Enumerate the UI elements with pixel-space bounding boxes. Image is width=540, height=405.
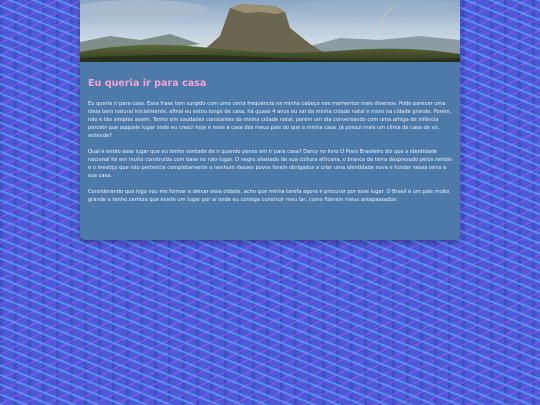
post-paragraph-1: Eu queria ir para casa. Essa frase tem surgido com uma certa frequência na minha cabeça nos momentos mais diversos. Pode parecer uma ideia bem natural inicialmente, afinal eu estou longe de casa, há quase 4 anos eu sai da minha cidade natal e moro na cidade grande. Porém, não é tão simples assim. Tenho sim saudades constantes da minha cidade natal, porém um dia conversando com uma amiga de infância percebi que aqquele lugar onde eu cresci hoje é mais a casa dos meus pais do que a minha casa. Já possui mais um clima de casa de vó, entende? (88, 100, 452, 139)
banner-image (80, 0, 460, 62)
post-paragraph-2: Qual é então esse lugar que eu tenho vontade de ir quando penso em ir para casa? Darcy no livro O Povo Brasileiro diz que a identidade nacional foi em muito construída com base no não-lugar. O negro afastado de sua cultura africana, o branco da terra desprezado pelos reinóis e o mestiço que não pertencia completamente a nenhum desses povos foram obrigados a criar uma identidade nova e fundar nessa terra a sua casa. (88, 148, 452, 179)
post-content (80, 78, 460, 204)
post-card (80, 0, 460, 240)
post-paragraph-3: Considerando que logo vou me formar e deixar essa cidade, acho que minha tarefa agora é procurar por esse lugar. O Brasil é um país muito grande e tenho certeza que existe um lugar por aí onde eu consiga construir meu lar, como fizeram meus antepassados. (88, 188, 450, 203)
post-title: Eu queria ir para casa (88, 78, 207, 89)
mountain-landscape-icon (80, 0, 460, 62)
